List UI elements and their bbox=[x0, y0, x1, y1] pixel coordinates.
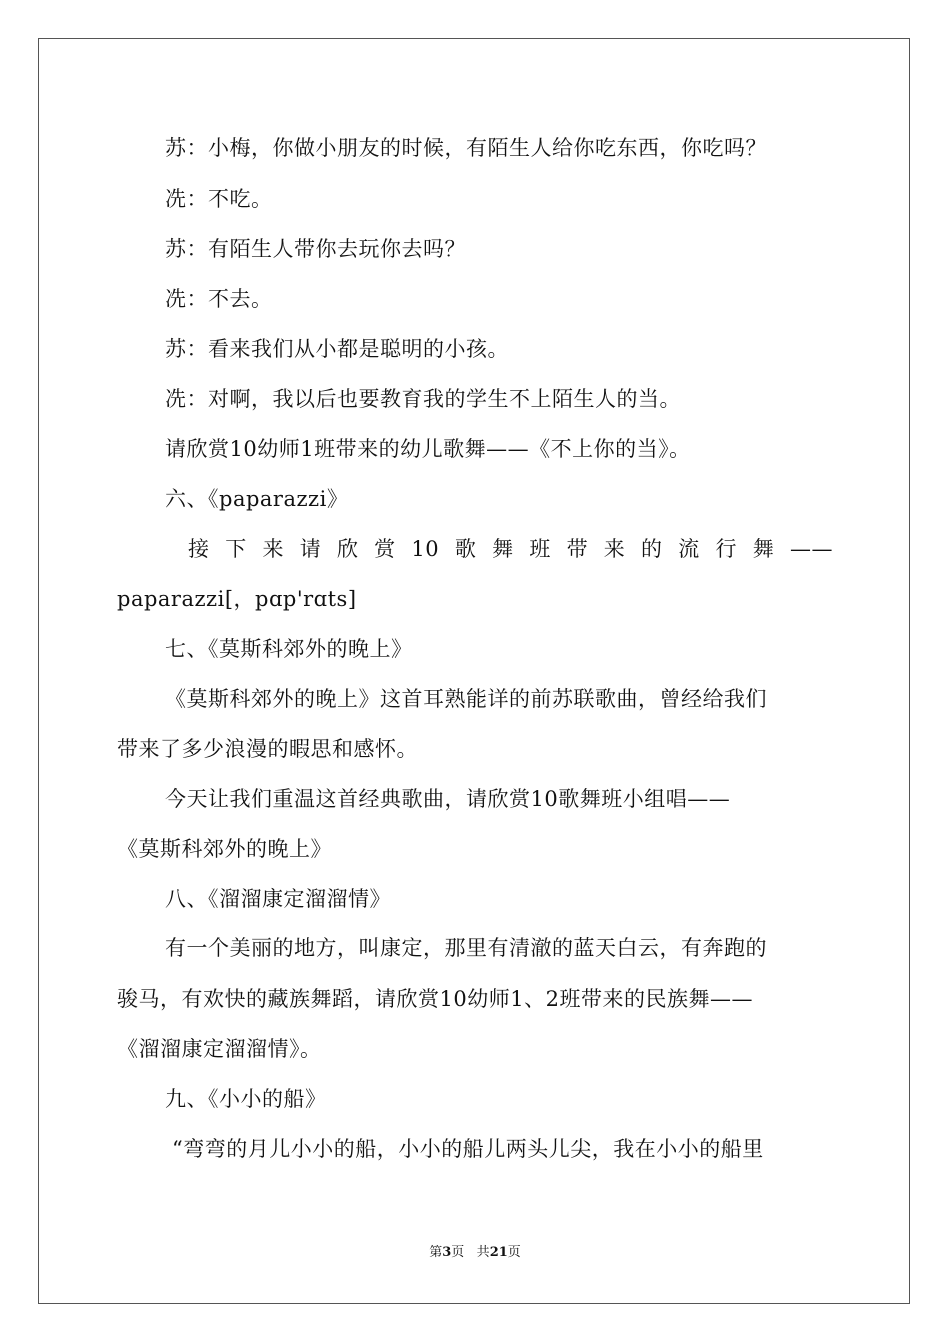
page-number: 3 bbox=[442, 1245, 452, 1260]
text-line: 苏：小梅，你做小朋友的时候，有陌生人给你吃东西，你吃吗？ bbox=[165, 136, 767, 160]
total-unit: 页 bbox=[507, 1245, 521, 1260]
text-line: “弯弯的月儿小小的船，小小的船儿两头儿尖，我在小小的船里 bbox=[172, 1137, 764, 1161]
text-line: 《溜溜康定溜溜情》。 bbox=[117, 1037, 322, 1061]
text-line: 《莫斯科郊外的晚上》这首耳熟能详的前苏联歌曲，曾经给我们 bbox=[165, 687, 767, 711]
total-pages: 21 bbox=[489, 1245, 508, 1260]
page-border bbox=[38, 38, 910, 1304]
text-line: 有一个美丽的地方，叫康定，那里有清澈的蓝天白云，有奔跑的 bbox=[165, 936, 767, 960]
text-line: 请欣赏10幼师1班带来的幼儿歌舞——《不上你的当》。 bbox=[165, 437, 691, 461]
section-heading: 六、《paparazzi》 bbox=[165, 487, 349, 511]
section-heading: 七、《莫斯科郊外的晚上》 bbox=[165, 637, 413, 661]
page-footer bbox=[0, 1244, 950, 1262]
text-line: 今天让我们重温这首经典歌曲，请欣赏10歌舞班小组唱—— bbox=[165, 787, 731, 811]
total-prefix: 共 bbox=[476, 1245, 490, 1260]
text-line: paparazzi[，pɑp'rɑts] bbox=[117, 587, 357, 611]
text-line: 带来了多少浪漫的暇思和感怀。 bbox=[117, 737, 418, 761]
section-heading: 九、《小小的船》 bbox=[165, 1087, 327, 1111]
text-line: 冼：不吃。 bbox=[165, 187, 273, 211]
text-line: 冼：对啊，我以后也要教育我的学生不上陌生人的当。 bbox=[165, 387, 681, 411]
text-line: 苏：看来我们从小都是聪明的小孩。 bbox=[165, 337, 509, 361]
text-line: 苏：有陌生人带你去玩你去吗？ bbox=[165, 237, 466, 261]
text-line: 接下来请欣赏10歌舞班带来的流行舞—— bbox=[188, 537, 833, 561]
text-line: 骏马，有欢快的藏族舞蹈，请欣赏10幼师1、2班带来的民族舞—— bbox=[117, 987, 753, 1011]
text-line: 冼：不去。 bbox=[165, 287, 273, 311]
section-heading: 八、《溜溜康定溜溜情》 bbox=[165, 887, 391, 911]
page-prefix: 第 bbox=[429, 1245, 443, 1260]
text-line: 《莫斯科郊外的晚上》 bbox=[117, 837, 332, 861]
page-unit: 页 bbox=[451, 1245, 465, 1260]
